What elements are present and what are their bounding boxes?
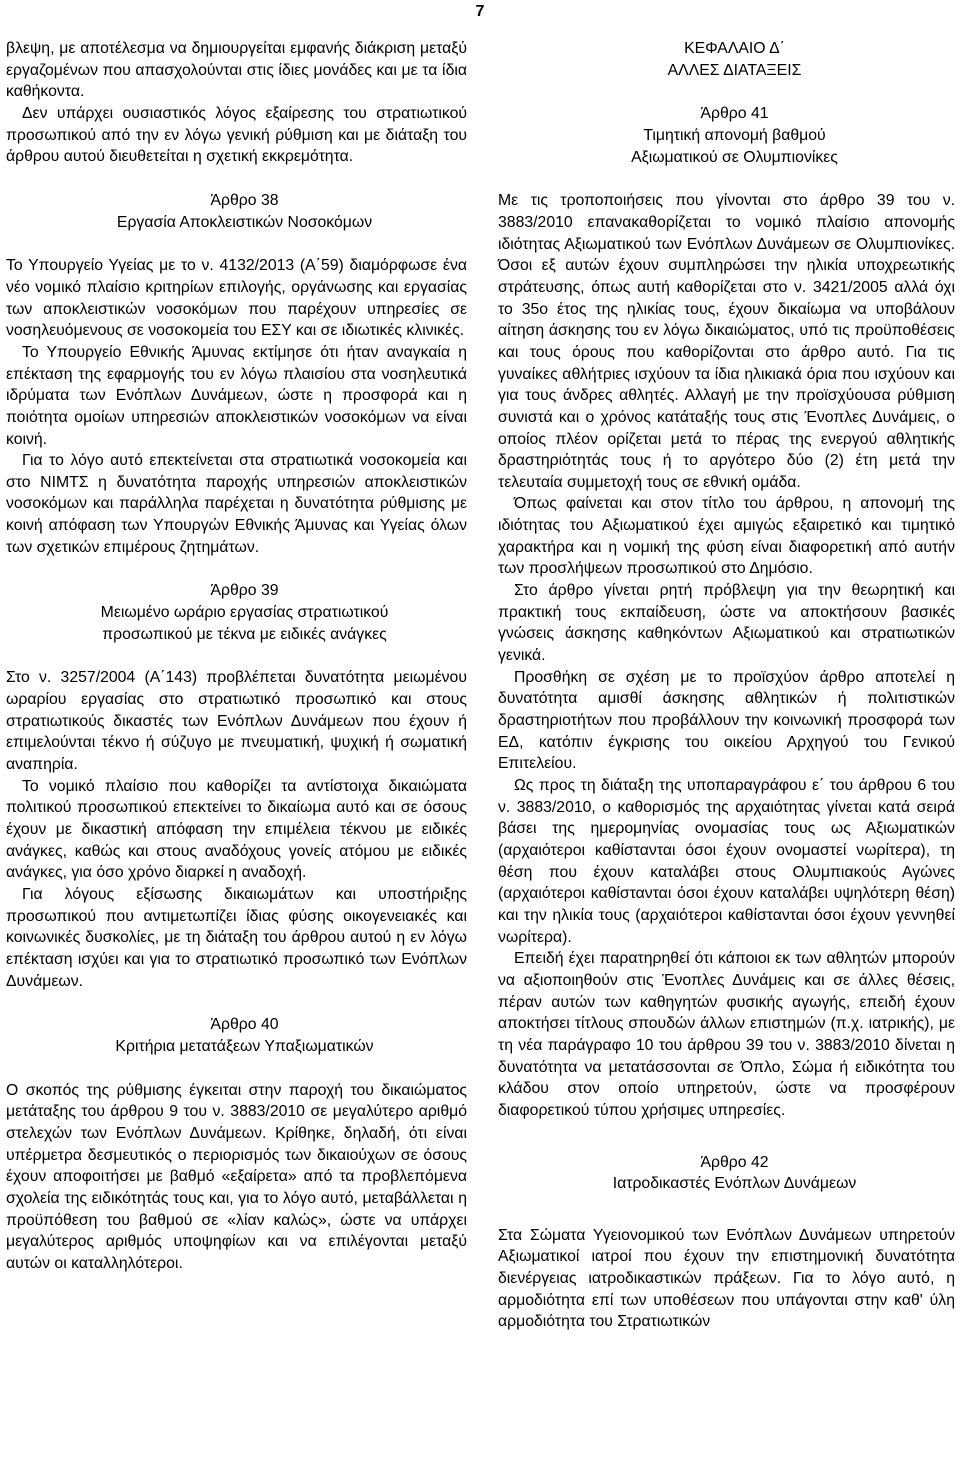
left-column bbox=[6, 38, 467, 1274]
paragraph: Στο ν. 3257/2004 (Α΄143) προβλέπεται δυνατότητα μειωμένου ωραρίου εργασίας στο στρατιωτικό προσωπικό και στους στρατιωτικούς δικαστές των Ενόπλων Δυνάμεων που έχουν ή επιμελούνται τέκνο ή σύζυγο με πνευματική, ψυχική ή σωματική αναπηρία. bbox=[6, 669, 467, 774]
article-42-number: Άρθρο 42 bbox=[700, 1153, 769, 1171]
paragraph: Για το λόγο αυτό επεκτείνεται στα στρατιωτικά νοσοκομεία και στο ΝΙΜΤΣ η δυνατότητα παροχής υπηρεσιών αποκλειστικών νοσοκόμων και παράλληλα παρέχεται η δυνατότητα ρύθμισης με κοινή απόφαση των Υπουργών Εθνικής Άμυνας και Υγείας όλων των σχετικών επιμέρους ζητημάτων. bbox=[6, 452, 467, 556]
paragraph: Προσθήκη σε σχέση με το προϊσχύον άρθρο αποτελεί η δυνατότητα αμισθί άσκησης αθλητικών ή πολιτιστικών δραστηριοτήτων που προβάλλουν την κοινωνική προσφορά των ΕΔ, κατόπιν έγκρισης του οικείου Αρχηγού του Γενικού Επιτελείου. bbox=[498, 668, 955, 773]
paragraph: Το νομικό πλαίσιο που καθορίζει τα αντίστοιχα δικαιώματα πολιτικού προσωπικού επεκτείνει το δικαίωμα αυτό και σε όσους έχουν με δικαστική απόφαση την επιμέλεια τέκνου με ειδικές ανάγκες, καθώς και στους αναδόχους γονείς ατόμου με ειδικές ανάγκες, για όσο χρόνο διαρκεί η αναδοχή. bbox=[6, 777, 467, 882]
paragraph-continued: βλεψη, με αποτέλεσμα να δημιουργείται εμφανής διάκριση μεταξύ εργαζομένων που απασχολούνται στις ίδιες μονάδες και με τα ίδια καθήκοντα. bbox=[6, 40, 467, 101]
chapter-title: ΑΛΛΕΣ ΔΙΑΤΑΞΕΙΣ bbox=[667, 61, 802, 79]
article-38-number: Άρθρο 38 bbox=[210, 191, 279, 209]
article-38-title: Εργασία Αποκλειστικών Νοσοκόμων bbox=[116, 213, 373, 231]
paragraph: Όπως φαίνεται και στον τίτλο του άρθρου, η απονομή της ιδιότητας του Αξιωματικού έχει αμιγώς εξαιρετικό και τιμητικό χαρακτήρα και η νομική της φύση είναι διαφορετική από αυτήν των προσλήψεων προσωπικού στο Δημόσιο. bbox=[498, 495, 955, 578]
page-number: 7 bbox=[475, 3, 485, 20]
article-40-title: Κριτήρια μετατάξεων Υπαξιωματικών bbox=[115, 1037, 374, 1055]
right-column bbox=[498, 38, 955, 1333]
paragraph: Δεν υπάρχει ουσιαστικός λόγος εξαίρεσης του στρατιωτικού προσωπικού από την εν λόγω γενική ρύθμιση και με διάταξη του άρθρου αυτού διευθετείται η σχετική εκκρεμότητα. bbox=[6, 104, 467, 166]
paragraph: Ο σκοπός της ρύθμισης έγκειται στην παροχή του δικαιώματος μετάταξης του άρθρου 9 του ν. 3883/2010 σε μεγαλύτερο αριθμό στελεχών των Ενόπλων Δυνάμεων. Κρίθηκε, δηλαδή, ότι είναι υπέρμετρα δεσμευτικός ο περιορισμός των δικαιούχων σε όσους έχουν αποφοιτήσει με βαθμό «εξαίρετα» από τα προβλεπόμενα σχολεία της ειδικότητάς τους και, για το λόγο αυτό, μεταβάλλεται η προϋπόθεση του βαθμού σε «λίαν καλώς», ώστε να υπάρχει μεγαλύτερος αριθμός υποψηφίων και να επιλέγονται μεταξύ αυτών οι καταλληλότεροι. bbox=[6, 1081, 467, 1272]
paragraph: Με τις τροποποιήσεις που γίνονται στο άρθρο 39 του ν. 3883/2010 επανακαθορίζεται το νομικό πλαίσιο απονομής ιδιότητας Αξιωματικού των Ενόπλων Δυνάμεων σε Ολυμπιονίκες. Όσοι εξ αυτών έχουν συμπληρώσει την ηλικία υποχρεωτικής στράτευσης, όπως αυτή καθορίζεται στο ν. 3421/2005 αλλά όχι το 35ο έτος της ηλικίας τους, έχουν δικαίωμα να υποβάλουν αίτηση άσκησης του εν λόγω δικαιώματος, υπό τις προϋποθέσεις και τους όρους που καθορίζονται στο άρθρο αυτό. Για τις γυναίκες αθλήτριες ισχύουν τα ίδια ηλικιακά όρια που ισχύουν και για τους άνδρες αθλητές. Αλλαγή με την προϊσχύουσα ρύθμιση συνιστά και ο χρόνος κατάταξής τους στις Ένοπλες Δυνάμεις, ο οποίος πλέον ορίζεται μετά το πέρας της ενεργού αθλητικής δραστηριότητάς τους ή το αργότερο δύο (2) έτη μετά την τελευταία συμμετοχή τους σε εθνική ομάδα. bbox=[498, 192, 955, 491]
article-39-title: προσωπικού με τέκνα με ειδικές ανάγκες bbox=[102, 625, 387, 643]
chapter-number: ΚΕΦΑΛΑΙΟ Δ΄ bbox=[684, 40, 785, 57]
paragraph: Το Υπουργείο Υγείας με το ν. 4132/2013 (Α΄59) διαμόρφωσε ένα νέο νομικό πλαίσιο κριτηρίων επιλογής, οργάνωσης και εργασίας των αποκλειστικών νοσοκόμων που παρέχουν υπηρεσίες σε νοσηλευόμενους σε νοσοκομεία του ΕΣΥ και σε ιδιωτικές κλινικές. bbox=[6, 257, 467, 340]
article-40-number: Άρθρο 40 bbox=[210, 1016, 279, 1034]
article-42-title: Ιατροδικαστές Ενόπλων Δυνάμεων bbox=[612, 1175, 857, 1193]
article-39-number: Άρθρο 39 bbox=[210, 582, 279, 600]
article-41-title: Τιμητική απονομή βαθμού bbox=[643, 126, 826, 144]
article-41-title: Αξιωματικού σε Ολυμπιονίκες bbox=[631, 148, 838, 166]
paragraph: Στα Σώματα Υγειονομικού των Ενόπλων Δυνάμεων υπηρετούν Αξιωματικοί ιατροί που έχουν την επιστημονική δυνατότητα διενέργειας ιατροδικαστικών πράξεων. Για το λόγο αυτό, η αρμοδιότητα επί των υποθέσεων που υπάγονται στην καθ' ύλη αρμοδιότητα του Στρατιωτικών bbox=[498, 1226, 955, 1331]
paragraph: Το Υπουργείο Εθνικής Άμυνας εκτίμησε ότι ήταν αναγκαία η επέκταση της εφαρμογής του εν λόγω πλαισίου στα νοσηλευτικά ιδρύματα των Ενόπλων Δυνάμεων, ώστε η προσφορά και η ποιότητα ομοίων υπηρεσιών αποκλειστικών νοσοκόμων να είναι κοινή. bbox=[6, 343, 467, 448]
paragraph: Στο άρθρο γίνεται ρητή πρόβλεψη για την θεωρητική και πρακτική τους εκπαίδευση, ώστε να αποκτήσουν βασικές γνώσεις άσκησης καθηκόντων Αξιωματικού και στρατιωτικών γενικά. bbox=[498, 582, 955, 665]
article-41-number: Άρθρο 41 bbox=[700, 105, 769, 123]
paragraph: Επειδή έχει παρατηρηθεί ότι κάποιοι εκ των αθλητών μπορούν να αξιοποιηθούν στις Ένοπλες Δυνάμεις και σε άλλες θέσεις, πέραν αυτών των καθηγητών φυσικής αγωγής, επειδή έχουν αποκτήσει τίτλους σπουδών άλλων επιστημών (π.χ. ιατρικής), με τη νέα παράγραφο 10 του άρθρου 39 του ν. 3883/2010 δίνεται η δυνατότητα να μετατάσσονται σε Όπλο, Σώμα ή ειδικότητα του κλάδου στον οποίο υπηρετούν, ώστε να προσφέρουν διαφορετικού τύπου χρήσιμες υπηρεσίες. bbox=[498, 950, 955, 1119]
paragraph: Ως προς τη διάταξη της υποπαραγράφου ε΄ του άρθρου 6 του ν. 3883/2010, ο καθορισμός της αρχαιότητας γίνεται κατά σειρά βάσει της ημερομηνίας ονομασίας τους ως Αξιωματικών (αρχαιότεροι καθίστανται όσοι έχουν ονομαστεί νωρίτερα), τη θέση που έχουν καταλάβει στους Ολυμπιακούς Αγώνες (αρχαιότεροι καθίστανται όσοι έχουν καταλάβει υψηλότερη θέση) και την ηλικία τους (αρχαιότεροι καθίστανται όσοι έχουν γεννηθεί νωρίτερα). bbox=[498, 777, 955, 946]
article-39-title: Μειωμένο ωράριο εργασίας στρατιωτικού bbox=[100, 604, 389, 622]
paragraph: Για λόγους εξίσωσης δικαιωμάτων και υποστήριξης προσωπικού που αντιμετωπίζει ίδιας φύσης οικογενειακές και κοινωνικές δυσκολίες, με τη διάταξη του άρθρου αυτού η εν λόγω επέκταση ισχύει και για το στρατιωτικό προσωπικό των Ενόπλων Δυνάμεων. bbox=[6, 885, 467, 990]
